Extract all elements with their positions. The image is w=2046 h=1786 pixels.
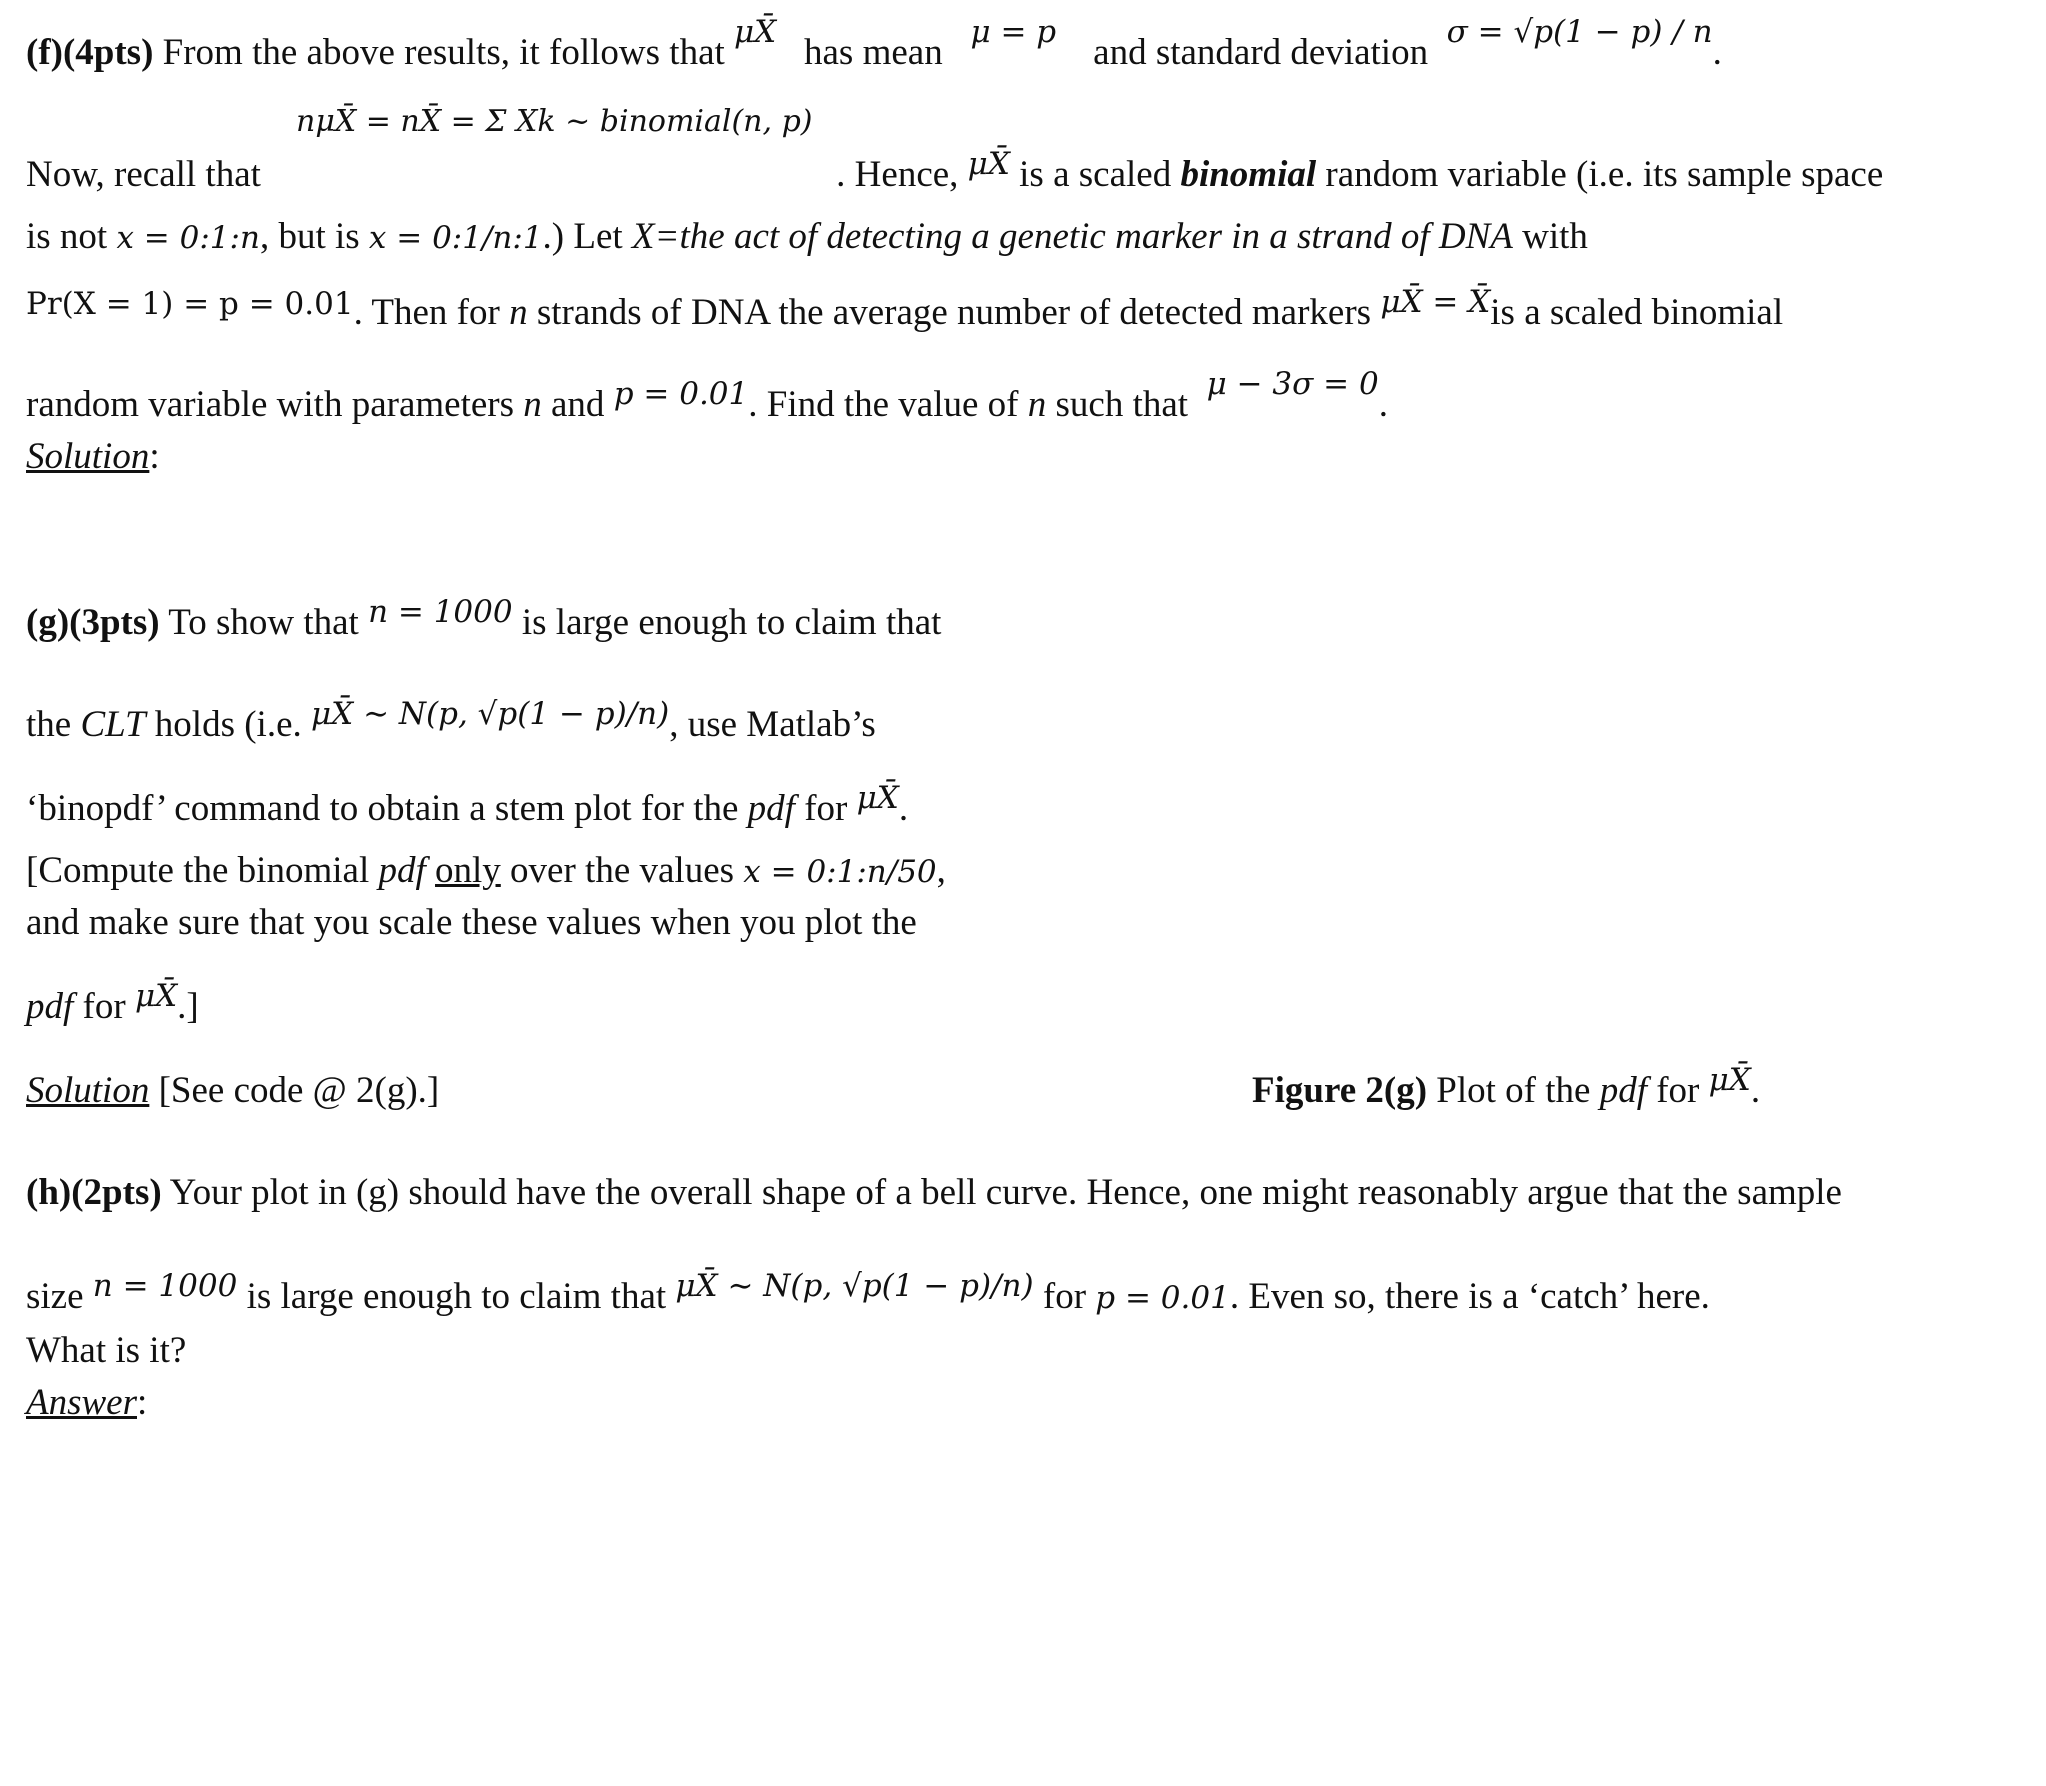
pdf-text: pdf [747,788,795,829]
for-text: for [82,986,126,1027]
pdf-text: pdf [378,850,426,891]
part-f-line-5: random variable with parameters n and p = 0.01. Find the value of n such that μ − 3σ = 0. [26,382,2006,429]
part-g-line-4: [Compute the binomial pdf only over the values x = 0:1:n/50, [26,848,2006,895]
random-variable-text: random variable with parameters [26,384,514,425]
for-text: for [1656,1070,1700,1111]
only-text: only [435,850,501,891]
holds-text: holds (i.e. [154,704,302,745]
part-f-line-2 [26,146,2006,199]
part-f-line-1: (f)(4pts) From the above results, it follows that μX̄ has mean μ = p and standard deviation σ = √p(1 − p) / n. [26,30,2006,77]
n-1000-expr: n = 1000 [92,1268,238,1304]
part-g-line-5 [26,900,2006,946]
average-expr: μX̄ = X̄ [1380,284,1491,320]
part-g-line-6 [26,978,2006,1031]
such-that-text: such that [1055,384,1189,425]
the-text: the [26,704,72,745]
binopdf-command: ‘binopdf’ [26,788,166,829]
now-recall-text: Now, recall that [26,154,261,195]
see-code-text: [See code @ 2(g).] [158,1070,440,1111]
sample-space-expr-1: x = 0:1:n [116,220,260,256]
let-text: .) Let [542,216,623,257]
large-enough-text: is large enough to claim that [521,602,942,643]
pdf-text: pdf [26,986,74,1027]
clt-text: CLT [80,704,146,745]
solution-label: Solution [26,436,150,477]
part-g-line-2 [26,696,2006,749]
mu-symbol: μX̄ [967,146,1010,182]
is-not-text: is not [26,216,108,257]
then-text: . Then for [353,292,500,333]
part-g-label: (g)(3pts) [26,602,160,643]
part-h-label: (h)(2pts) [26,1172,162,1213]
for-text: for [804,788,848,829]
mu-symbol: μX̄ [134,978,178,1014]
use-matlab-text: , use Matlab’s [669,704,876,745]
size-text: size [26,1276,84,1317]
for-text: for [1042,1276,1087,1317]
mu-symbol: μX̄ [734,14,777,50]
figure-label: Figure 2(g) [1252,1070,1428,1111]
part-f-line-4 [26,284,2006,337]
part-f-label: (f)(4pts) [26,32,154,73]
scaled-text: is a scaled [1019,154,1172,195]
condition-expr: μ − 3σ = 0 [1206,366,1379,402]
and-text: and [551,384,605,425]
mean-expression: μ = p [970,14,1057,50]
sample-space-text: random variable (i.e. its sample space [1325,154,1884,195]
colon: : [149,436,160,477]
part-f-solution [26,434,2006,480]
catch-text: . Even so, there is a ‘catch’ here. [1229,1276,1710,1317]
compute-text: [Compute the binomial [26,850,370,891]
p-value-expr: p = 0.01 [613,376,749,412]
has-mean-text: has mean [804,32,943,73]
part-g-line-3: ‘binopdf’ command to obtain a stem plot for the pdf for μX̄. [26,786,2006,833]
bell-curve-text: Your plot in (g) should have the overall shape of a bell curve. Hence, one might reasonably argue that the sample [169,1172,1842,1213]
large-enough-text: is large enough to claim that [246,1276,667,1317]
part-h-line-3 [26,1328,2006,1374]
sd-expression: σ = √p(1 − p) / n [1446,14,1713,50]
values-expr: x = 0:1:n/50 [743,854,937,890]
n-var: n [509,292,528,333]
definition-text: X=the act of detecting a genetic marker in a strand of DNA [631,216,1513,257]
part-f-line-3 [26,214,2006,261]
normal-approx-expr: μX̄ ∼ N(p, √p(1 − p)/n) [675,1268,1034,1304]
stem-plot-text: command to obtain a stem plot for the [174,788,739,829]
mu-symbol: μX̄ [856,780,899,816]
part-h-answer [26,1380,2006,1426]
sample-space-expr-2: x = 0:1/n:1 [368,220,543,256]
p-value-expr: p = 0.01 [1095,1280,1230,1316]
pdf-text: pdf [1599,1070,1647,1111]
strands-text: strands of DNA the average number of detected markers [536,292,1372,333]
close-bracket: .] [177,986,199,1027]
n-var: n [523,384,542,425]
to-show-text: To show that [168,602,359,643]
solution-label: Solution [26,1070,150,1111]
figure-text: Plot of the [1436,1070,1591,1111]
n-1000-expr: n = 1000 [368,594,513,630]
n-var: n [1027,384,1047,425]
binomial-text: binomial [1180,154,1317,195]
hence-text: . Hence, [836,154,959,195]
normal-approx-expr: μX̄ ∼ N(p, √p(1 − p)/n) [311,696,670,732]
part-g-line-1 [26,594,2006,647]
colon: : [137,1382,148,1423]
part-h-line-1 [26,1170,2006,1216]
answer-label: Answer [26,1382,137,1423]
part-f-text: From the above results, it follows that [162,32,725,73]
mu-symbol: μX̄ [1708,1062,1751,1098]
part-h-line-2 [26,1268,2006,1321]
sd-text: and standard deviation [1093,32,1429,73]
probability-expr: Pr(X = 1) = p = 0.01 [26,286,354,322]
find-text: . Find the value of [748,384,1019,425]
figure-caption: Figure 2(g) Plot of the pdf for μX̄. [1252,1068,1760,1115]
sum-expression: nμX̄ = nX̄ = Σ Xk ~ binomial(n, p) [296,104,813,139]
with-text: with [1522,216,1588,257]
scaled-binomial-text: is a scaled binomial [1490,292,1784,333]
scale-text: and make sure that you scale these values when you plot the [26,902,917,943]
what-is-it-text: What is it? [26,1330,187,1371]
but-is-text: , but is [259,216,360,257]
over-values-text: over the values [510,850,735,891]
